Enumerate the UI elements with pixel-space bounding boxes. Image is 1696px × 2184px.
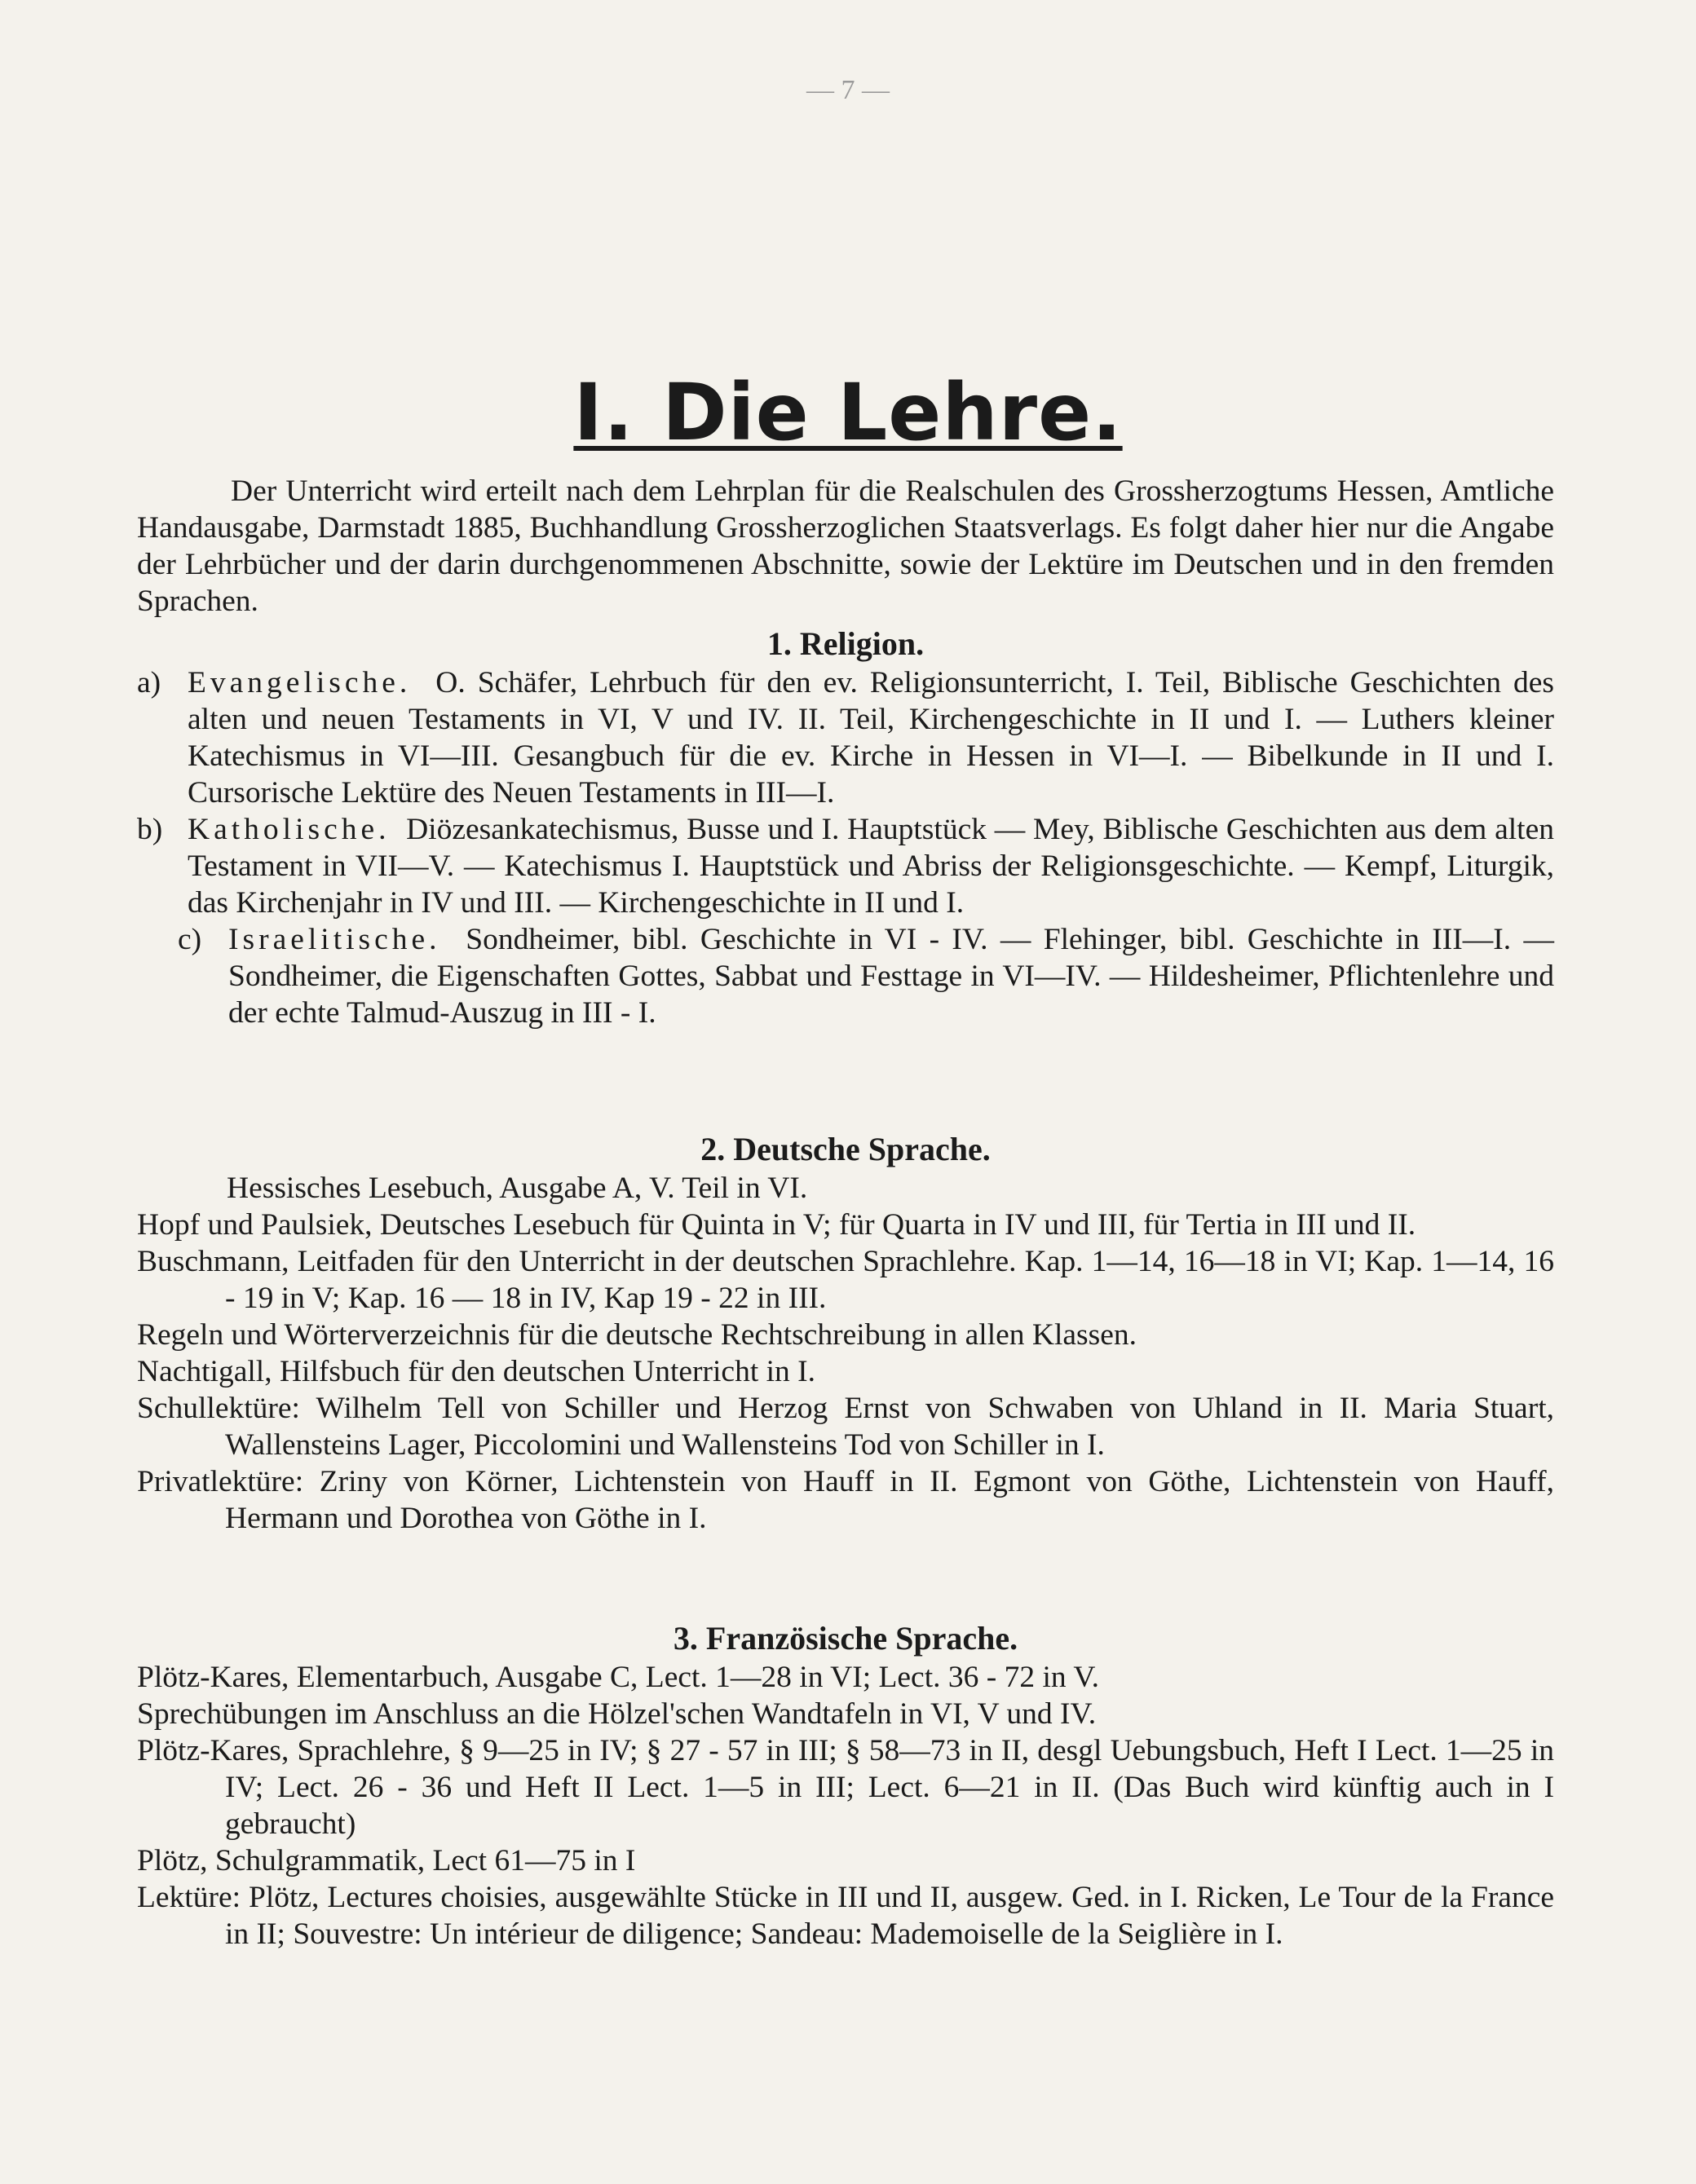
item-name: Evangelische.: [188, 666, 412, 699]
item-name: Israelitische.: [228, 923, 441, 956]
section-religion: [137, 624, 1554, 1031]
entry: Regeln und Wörterverzeichnis für die deutsche Rechtschreibung in allen Klassen.: [137, 1318, 1137, 1352]
entry: Hopf und Paulsiek, Deutsches Lesebuch für Quinta in V; für Quarta in IV und III, für Tertia in III und II.: [137, 1208, 1416, 1242]
section-heading: 2. Deutsche Sprache.: [700, 1131, 991, 1167]
entry: Plötz-Kares, Elementarbuch, Ausgabe C, Lect. 1—28 in VI; Lect. 36 - 72 in V.: [137, 1661, 1099, 1694]
entry: Lektüre: Plötz, Lectures choisies, ausgewählte Stücke in III und II, ausgew. Ged. in I. Ricken, Le Tour de la France in II; Souvestre: Un intérieur de diligence; Sandeau: Mademoiselle de la Seiglière in I.: [137, 1881, 1554, 1951]
section-franzoesisch: [137, 1618, 1554, 1952]
intro-paragraph: Der Unterricht wird erteilt nach dem Lehrplan für die Realschulen des Grossherzogtums Hessen, Amtliche Handausgabe, Darmstadt 1885, Buchhandlung Grossherzoglichen Staatsverlags. Es folgt daher hier nur die Angabe der Lehrbücher und der darin durchgenommenen Abschnitte, sowie der Lektüre im Deutschen und in den fremden Sprachen.: [137, 474, 1554, 618]
item-text: Sondheimer, bibl. Geschichte in VI - IV. — Flehinger, bibl. Geschichte in III—I. — Sondheimer, die Eigenschaften Gottes, Sabbat und Festtage in VI—IV. — Hildesheimer, Pflichtenlehre und der echte Talmud-Auszug in III - I.: [228, 923, 1554, 1030]
section-deutsch: [137, 1129, 1554, 1537]
religion-item-katholisch: [137, 811, 1554, 921]
item-label: a): [137, 666, 161, 699]
section-heading: 1. Religion.: [766, 625, 925, 662]
item-text: Diözesankatechismus, Busse und I. Hauptstück — Mey, Biblische Geschichten aus dem alten Testament in VII—V. — Katechismus I. Hauptstück und Abriss der Religionsgeschichte. — Kempf, Liturgik, das Kirchenjahr in IV und III. — Kirchengeschichte in II und I.: [188, 813, 1554, 920]
item-text: O. Schäfer, Lehrbuch für den ev. Religionsunterricht, I. Teil, Biblische Geschichten des alten und neuen Testaments in VI, V und IV. II. Teil, Kirchengeschichte in II und I. — Luthers kleiner Katechismus in VI—III. Gesangbuch für die ev. Kirche in Hessen in VI—I. — Bibelkunde in II und I. Cursorische Lektüre des Neuen Testaments in III—I.: [188, 666, 1554, 810]
section-heading: 3. Französische Sprache.: [673, 1620, 1018, 1657]
entry: Buschmann, Leitfaden für den Unterricht in der deutschen Sprachlehre. Kap. 1—14, 16—18 in VI; Kap. 1—14, 16 - 19 in V; Kap. 16 — 18 in IV, Kap 19 - 22 in III.: [137, 1245, 1554, 1315]
entry: Sprechübungen im Anschluss an die Hölzel'schen Wandtafeln in VI, V und IV.: [137, 1697, 1097, 1731]
entry-hessisches-lesebuch: Hessisches Lesebuch, Ausgabe A, V. Teil in VI.: [227, 1171, 808, 1205]
page-title: I. Die Lehre.: [573, 367, 1123, 458]
entry: Nachtigall, Hilfsbuch für den deutschen Unterricht in I.: [137, 1355, 816, 1388]
item-label: b): [137, 813, 163, 846]
item-label: c): [178, 923, 202, 956]
religion-item-evangelisch: [137, 664, 1554, 811]
page-number: — 7 —: [806, 75, 890, 105]
entry: Plötz, Schulgrammatik, Lect 61—75 in I: [137, 1844, 636, 1877]
item-name: Katholische.: [188, 813, 391, 846]
religion-item-israelitisch: [137, 921, 1554, 1031]
entry: Schullektüre: Wilhelm Tell von Schiller und Herzog Ernst von Schwaben von Uhland in II. Maria Stuart, Wallensteins Lager, Piccolomini und Wallensteins Tod von Schiller in I.: [137, 1392, 1554, 1462]
entry: Plötz-Kares, Sprachlehre, § 9—25 in IV; § 27 - 57 in III; § 58—73 in II, desgl Uebungsbuch, Heft I Lect. 1—25 in IV; Lect. 26 - 36 und Heft II Lect. 1—5 in III; Lect. 6—21 in II. (Das Buch wird künftig auch in I gebraucht): [137, 1734, 1554, 1841]
entry: Privatlektüre: Zriny von Körner, Lichtenstein von Hauff in II. Egmont von Göthe, Lichtenstein von Hauff, Hermann und Dorothea von Göthe in I.: [137, 1465, 1554, 1535]
